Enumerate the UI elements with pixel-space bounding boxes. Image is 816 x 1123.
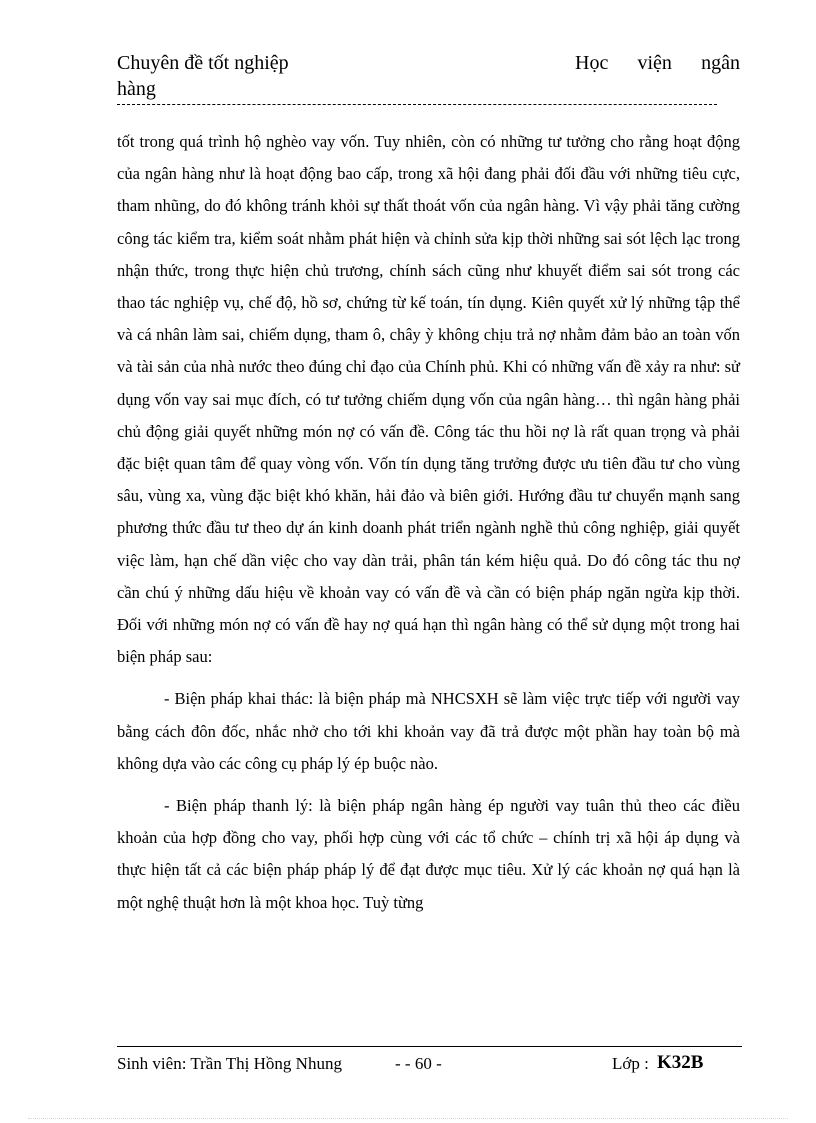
- footer-class-value: K32B: [657, 1052, 704, 1073]
- paragraph-3: - Biện pháp thanh lý: là biện pháp ngân hàng ép người vay tuân thủ theo các điều khoản của hợp đồng cho vay, phối hợp cùng với các tổ chức – chính trị xã hội áp dụng và thực hiện tất cả các biện pháp pháp lý để đạt được mục tiêu. Xử lý các khoản nợ quá hạn là một nghệ thuật hơn là một khoa học. Tuỳ từng: [117, 796, 740, 912]
- footer-class-label: Lớp :: [612, 1054, 649, 1073]
- footer-rule: [117, 1046, 742, 1047]
- page-bottom-dotted-edge: [28, 1118, 788, 1119]
- body-text: [117, 126, 740, 919]
- footer-student: Sinh viên: Trần Thị Hồng Nhung: [117, 1054, 342, 1073]
- header-title-right: Học viện ngân: [575, 52, 740, 74]
- footer-page-number: - - 60 -: [395, 1054, 442, 1073]
- header-dashed-rule: [117, 104, 717, 105]
- header-title-left: Chuyên đề tốt nghiệp: [117, 52, 289, 74]
- paragraph-2: - Biện pháp khai thác: là biện pháp mà NHCSXH sẽ làm việc trực tiếp với người vay bằng cách đôn đốc, nhắc nhở cho tới khi khoản vay đã trả được một phần hay toàn bộ mà không dựa vào các công cụ pháp lý ép buộc nào.: [117, 689, 740, 773]
- header-title-continuation: hàng: [117, 78, 156, 100]
- footer: [117, 1052, 742, 1076]
- paragraph-1: tốt trong quá trình hộ nghèo vay vốn. Tuy nhiên, còn có những tư tưởng cho rằng hoạt động của ngân hàng như là hoạt động bao cấp, trong xã hội đang phải đối đầu với những tiêu cực, tham nhũng, do đó không tránh khỏi sự thất thoát vốn của ngân hàng. Vì vậy phải tăng cường công tác kiểm tra, kiểm soát nhằm phát hiện và chỉnh sửa kịp thời những sai sót lệch lạc trong nhận thức, trong thực hiện chủ trương, chính sách cũng như khuyết điểm sai sót trong các thao tác nghiệp vụ, chế độ, hồ sơ, chứng từ kế toán, tín dụng. Kiên quyết xử lý những tập thể và cá nhân làm sai, chiếm dụng, tham ô, chây ỳ không chịu trả nợ nhằm đảm bảo an toàn vốn và tài sản của nhà nước theo đúng chỉ đạo của Chính phủ. Khi có những vấn đề xảy ra như: sử dụng vốn vay sai mục đích, có tư tưởng chiếm dụng vốn của ngân hàng… thì ngân hàng phải chủ động giải quyết những món nợ có vấn đề. Công tác thu hồi nợ là rất quan trọng và phải đặc biệt quan tâm để quay vòng vốn. Vốn tín dụng tăng trưởng được ưu tiên đầu tư cho vùng sâu, vùng xa, vùng đặc biệt khó khăn, hải đảo và biên giới. Hướng đầu tư chuyển mạnh sang phương thức đầu tư theo dự án kinh doanh phát triển ngành nghề thủ công nghiệp, giải quyết việc làm, hạn chế dần việc cho vay dàn trải, phân tán kém hiệu quả. Do đó công tác thu nợ cần chú ý những dấu hiệu về khoản vay có vấn đề và cần có biện pháp ngăn ngừa kịp thời. Đối với những món nợ có vấn đề hay nợ quá hạn thì ngân hàng có thể sử dụng một trong hai biện pháp sau:: [117, 132, 740, 667]
